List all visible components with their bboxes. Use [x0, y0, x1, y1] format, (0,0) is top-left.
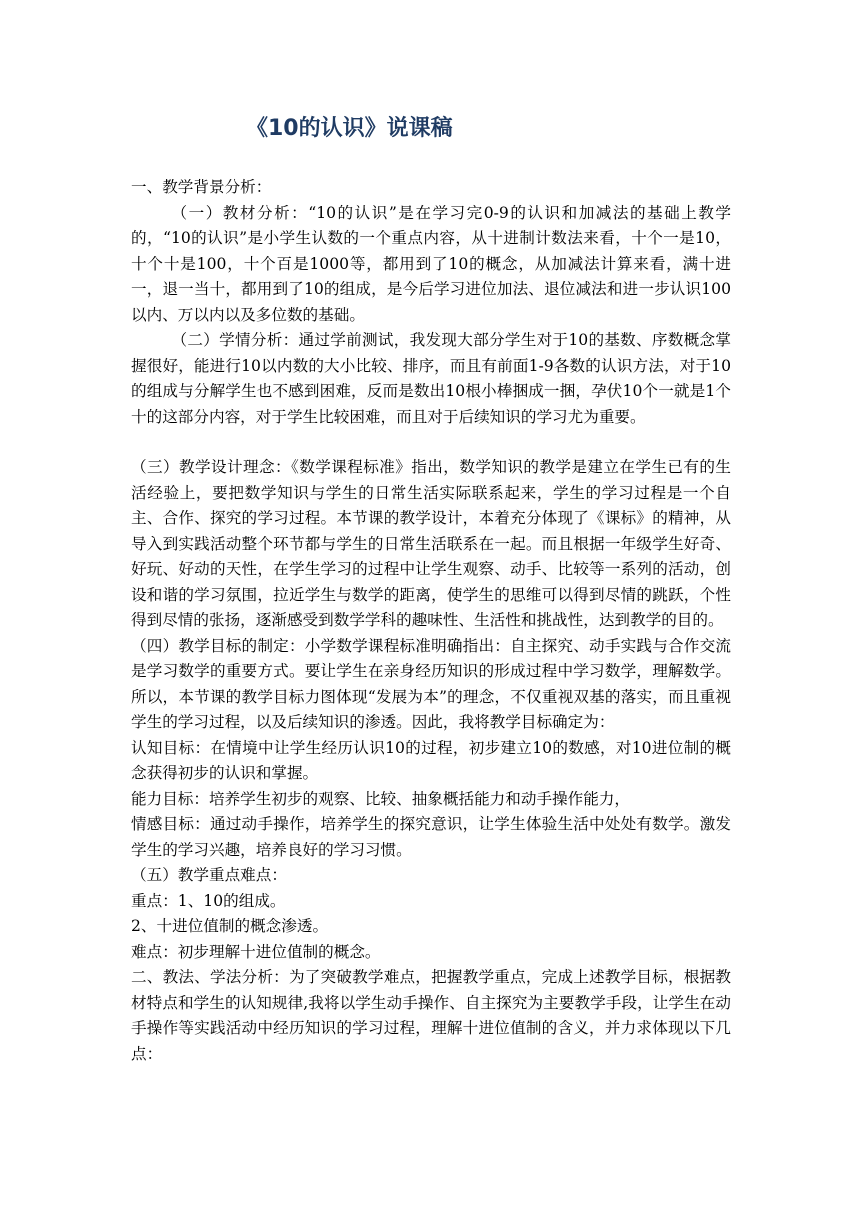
paragraph-difficulty: 难点：初步理解十进位值制的概念。	[131, 942, 381, 961]
paragraph-key-point-2: 2、十进位值制的概念渗透。	[131, 917, 329, 935]
paragraph-student-analysis: （二）学情分析：通过学前测试，我发现大部分学生对于10的基数、序数概念掌握很好，能进行10以内数的大小比较、排序，而且有前面1-9各数的认识方法，对于10的组成与分解学生也不感到困难，反而是数出10根小棒捆成一捆，孕伏10个一就是1个十的这部分内容，对于学生比较困难，而且对于后续知识的学习尤为重要。	[131, 331, 731, 426]
section-heading-background: 一、教学背景分析：	[131, 178, 272, 196]
paragraph-teaching-objectives: （四）教学目标的制定：小学数学课程标准明确指出：自主探究、动手实践与合作交流是学习数学的重要方式。要让学生在亲身经历知识的形成过程中学习数学，理解数学。所以，本节课的教学目标力图体现“发展为本”的理念，不仅重视双基的落实，而且重视学生的学习过程，以及后续知识的渗透。因此，我将教学目标确定为：	[131, 636, 731, 731]
document-body	[131, 175, 731, 1067]
paragraph-gap	[131, 430, 731, 455]
paragraph-key-points-heading: （五）教学重点难点：	[131, 866, 287, 884]
document-title: 《10的认识》说课稿	[246, 116, 453, 141]
paragraph-emotional-objective: 情感目标：通过动手操作，培养学生的探究意识，让学生体验生活中处处有数学。激发学生的学习兴趣，培养良好的学习习惯。	[131, 815, 731, 859]
paragraph-key-point-1: 重点：1、10的组成。	[131, 891, 286, 910]
paragraph-cognitive-objective: 认知目标：在情境中让学生经历认识10的过程，初步建立10的数感，对10进位制的概念获得初步的认识和掌握。	[131, 738, 731, 782]
paragraph-ability-objective: 能力目标：培养学生初步的观察、比较、抽象概括能力和动手操作能力，	[131, 789, 631, 808]
section-heading-methods: 二、教法、学法分析：为了突破教学难点，把握教学重点，完成上述教学目标，根据教材特点和学生的认知规律,我将以学生动手操作、自主探究为主要教学手段，让学生在动手操作等实践活动中经历知识的学习过程，理解十进位值制的含义，并力求体现以下几点：	[131, 968, 731, 1063]
paragraph-textbook-analysis: （一）教材分析：“10的认识”是在学习完0-9的认识和加减法的基础上教学的，“10的认识”是小学生认数的一个重点内容，从十进制计数法来看，十个一是10，十个十是100，十个百是1000等，都用到了10的概念，从加减法计算来看，满十进一，退一当十，都用到了10的组成，是今后学习进位加法、退位减法和进一步认识100以内、万以内以及多位数的基础。	[131, 203, 731, 324]
paragraph-design-concept: （三）教学设计理念：《数学课程标准》指出，数学知识的教学是建立在学生已有的生活经验上，要把数学知识与学生的日常生活实际联系起来，学生的学习过程是一个自主、合作、探究的学习过程。本节课的教学设计，本着充分体现了《课标》的精神，从导入到实践活动整个环节都与学生的日常生活联系在一起。而且根据一年级学生好奇、好玩、好动的天性，在学生学习的过程中让学生观察、动手、比较等一系列的活动，创设和谐的学习氛围，拉近学生与数学的距离，使学生的思维可以得到尽情的跳跃，个性得到尽情的张扬，逐渐感受到数学学科的趣味性、生活性和挑战性，达到教学的目的。	[131, 458, 731, 629]
